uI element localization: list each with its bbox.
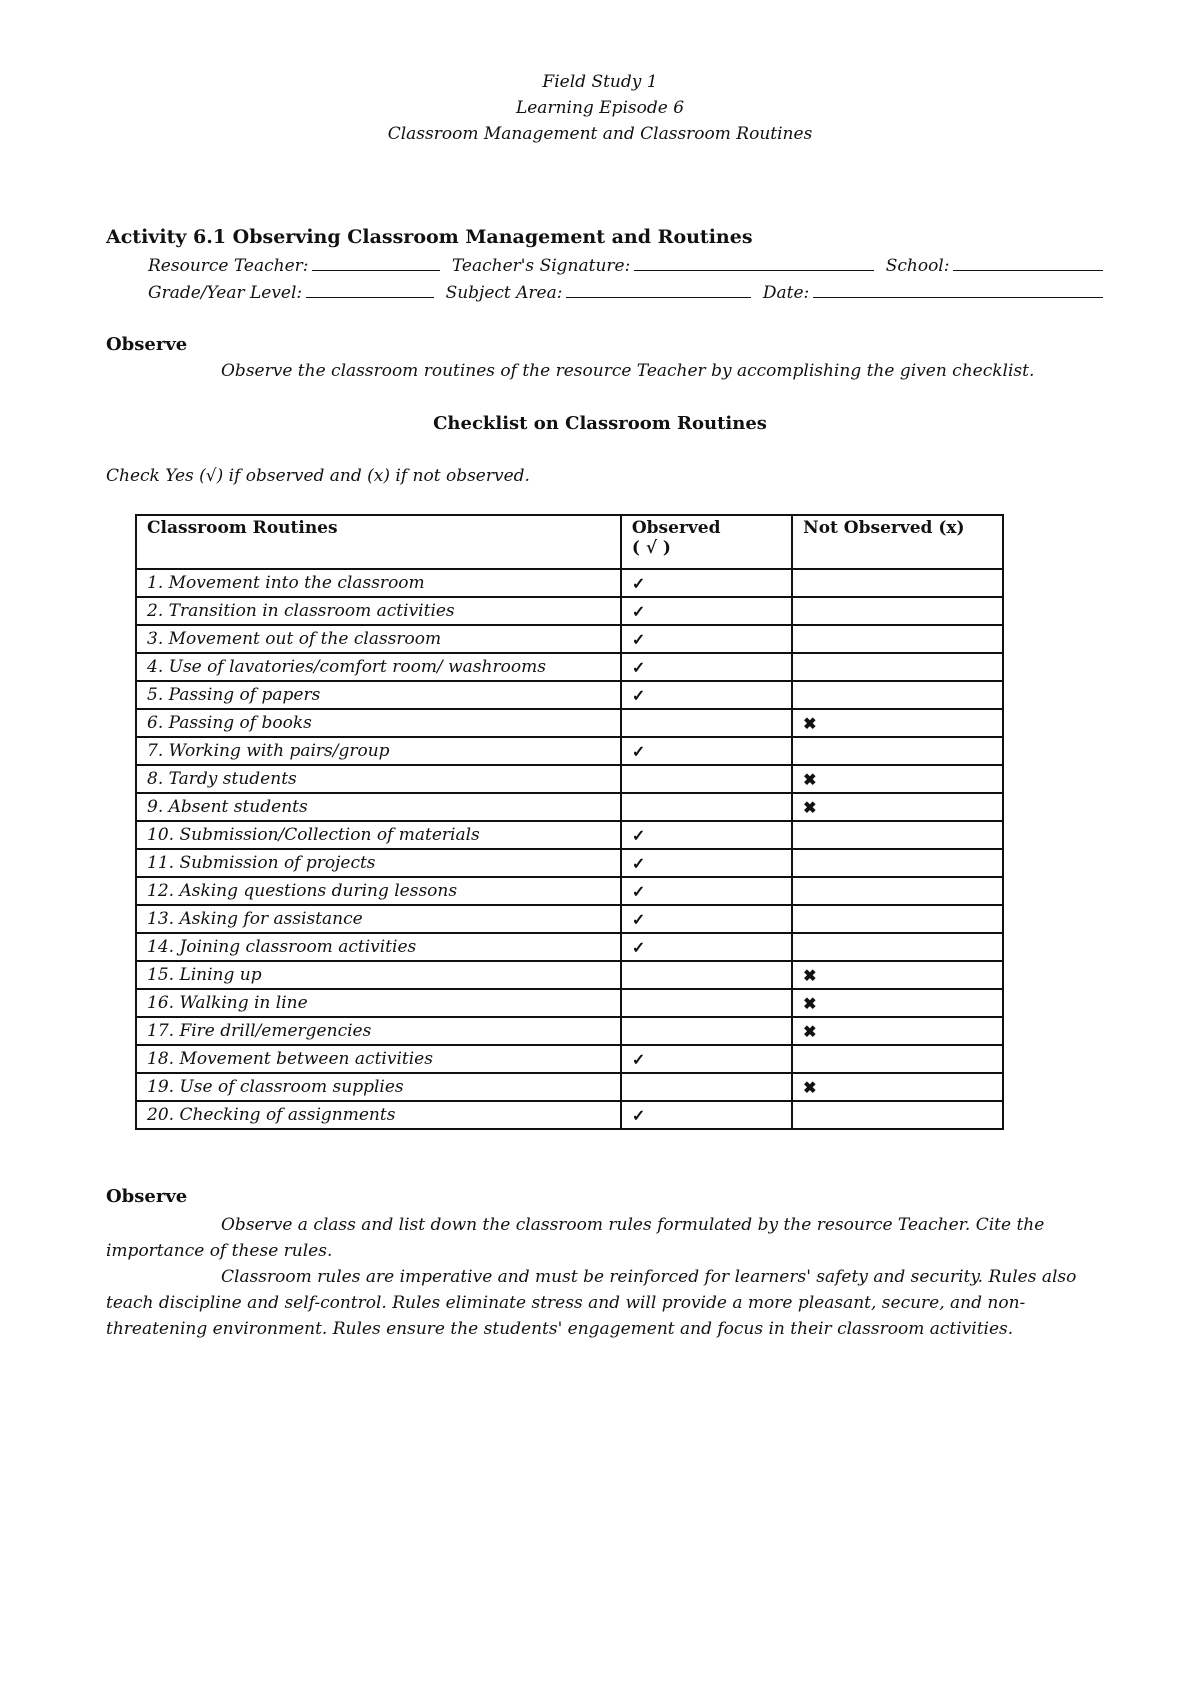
- table-row: [136, 653, 1003, 681]
- routine-cell: 3. Movement out of the classroom: [136, 625, 621, 653]
- observed-cell[interactable]: ✓: [621, 821, 792, 849]
- resource-teacher-field[interactable]: [312, 254, 440, 271]
- field-row-2: [148, 281, 1109, 303]
- field-row-1: [148, 254, 1109, 276]
- school-label: School:: [885, 256, 950, 276]
- school-field[interactable]: [953, 254, 1103, 271]
- table-header-row: [136, 515, 1003, 569]
- header-observed-label: Observed: [631, 518, 721, 538]
- routine-cell: 11. Submission of projects: [136, 849, 621, 877]
- observed-cell[interactable]: ✓: [621, 1045, 792, 1073]
- subject-field[interactable]: [566, 281, 751, 298]
- not-observed-cell[interactable]: [792, 625, 1003, 653]
- routine-cell: 4. Use of lavatories/comfort room/ washrooms: [136, 653, 621, 681]
- table-row: [136, 877, 1003, 905]
- checklist-table: [135, 514, 1004, 1130]
- checklist-instruction: Check Yes (√) if observed and (x) if not observed.: [106, 466, 530, 486]
- header-routines: Classroom Routines: [136, 515, 621, 569]
- table-row: [136, 849, 1003, 877]
- not-observed-cell[interactable]: ✖: [792, 1017, 1003, 1045]
- routine-cell: 12. Asking questions during lessons: [136, 877, 621, 905]
- observed-cell[interactable]: ✓: [621, 849, 792, 877]
- subject-label: Subject Area:: [445, 283, 563, 303]
- table-row: [136, 765, 1003, 793]
- grade-label: Grade/Year Level:: [148, 283, 303, 303]
- table-row: [136, 1073, 1003, 1101]
- observed-cell[interactable]: ✓: [621, 625, 792, 653]
- routine-cell: 5. Passing of papers: [136, 681, 621, 709]
- header-episode: Learning Episode 6: [515, 98, 685, 118]
- observed-cell[interactable]: ✓: [621, 933, 792, 961]
- routine-cell: 14. Joining classroom activities: [136, 933, 621, 961]
- routine-cell: 16. Walking in line: [136, 989, 621, 1017]
- table-row: [136, 905, 1003, 933]
- observed-cell[interactable]: ✓: [621, 681, 792, 709]
- not-observed-cell[interactable]: [792, 933, 1003, 961]
- table-row: [136, 597, 1003, 625]
- observe-para1-text: Observe a class and list down the classroom rules formulated by the resource Teacher. Cite the importance of these rules.: [106, 1215, 1045, 1261]
- observe-heading-2: Observe: [106, 1186, 188, 1207]
- table-row: [136, 737, 1003, 765]
- routine-cell: 18. Movement between activities: [136, 1045, 621, 1073]
- header-course: Field Study 1: [542, 72, 658, 92]
- not-observed-cell[interactable]: ✖: [792, 793, 1003, 821]
- table-row: [136, 989, 1003, 1017]
- routine-cell: 7. Working with pairs/group: [136, 737, 621, 765]
- table-row: [136, 1017, 1003, 1045]
- not-observed-cell[interactable]: ✖: [792, 961, 1003, 989]
- observed-cell[interactable]: [621, 793, 792, 821]
- header-topic: Classroom Management and Classroom Routines: [387, 124, 813, 144]
- table-row: [136, 625, 1003, 653]
- table-row: [136, 961, 1003, 989]
- not-observed-cell[interactable]: [792, 877, 1003, 905]
- header-observed-symbol: ( √ ): [631, 538, 671, 558]
- observe-para2-text: Classroom rules are imperative and must be reinforced for learners' safety and security. Rules also teach discipline and self-control. Rules eliminate stress and will provide a more pleasant, secure, and non-threatening environment. Rules ensure the students' engagement and focus in their classroom activities.: [106, 1267, 1077, 1339]
- table-row: [136, 821, 1003, 849]
- observed-cell[interactable]: [621, 1073, 792, 1101]
- observed-cell[interactable]: ✓: [621, 737, 792, 765]
- table-row: [136, 1045, 1003, 1073]
- observed-cell[interactable]: [621, 765, 792, 793]
- routine-cell: 6. Passing of books: [136, 709, 621, 737]
- not-observed-cell[interactable]: [792, 1045, 1003, 1073]
- not-observed-cell[interactable]: [792, 905, 1003, 933]
- routine-cell: 20. Checking of assignments: [136, 1101, 621, 1129]
- checklist-title: Checklist on Classroom Routines: [433, 413, 767, 434]
- not-observed-cell[interactable]: [792, 821, 1003, 849]
- observed-cell[interactable]: [621, 989, 792, 1017]
- not-observed-cell[interactable]: [792, 1101, 1003, 1129]
- observe-paragraph-2: [106, 1264, 1116, 1342]
- not-observed-cell[interactable]: [792, 653, 1003, 681]
- table-row: [136, 709, 1003, 737]
- observed-cell[interactable]: [621, 1017, 792, 1045]
- not-observed-cell[interactable]: [792, 737, 1003, 765]
- header-observed: [621, 515, 792, 569]
- routine-cell: 10. Submission/Collection of materials: [136, 821, 621, 849]
- grade-field[interactable]: [306, 281, 434, 298]
- routine-cell: 13. Asking for assistance: [136, 905, 621, 933]
- not-observed-cell[interactable]: ✖: [792, 765, 1003, 793]
- observed-cell[interactable]: [621, 961, 792, 989]
- routine-cell: 15. Lining up: [136, 961, 621, 989]
- routine-cell: 9. Absent students: [136, 793, 621, 821]
- routine-cell: 19. Use of classroom supplies: [136, 1073, 621, 1101]
- not-observed-cell[interactable]: ✖: [792, 989, 1003, 1017]
- activity-title: Activity 6.1 Observing Classroom Management and Routines: [106, 226, 753, 248]
- table-row: [136, 1101, 1003, 1129]
- routine-cell: 8. Tardy students: [136, 765, 621, 793]
- date-label: Date:: [762, 283, 810, 303]
- table-row: [136, 933, 1003, 961]
- resource-teacher-label: Resource Teacher:: [148, 256, 309, 276]
- not-observed-cell[interactable]: [792, 597, 1003, 625]
- observe-heading-1: Observe: [106, 334, 188, 355]
- not-observed-cell[interactable]: ✖: [792, 1073, 1003, 1101]
- observed-cell[interactable]: ✓: [621, 905, 792, 933]
- observed-cell[interactable]: ✓: [621, 653, 792, 681]
- table-row: [136, 569, 1003, 597]
- routine-cell: 17. Fire drill/emergencies: [136, 1017, 621, 1045]
- not-observed-cell[interactable]: [792, 681, 1003, 709]
- signature-field[interactable]: [634, 254, 874, 271]
- header-not-observed: Not Observed (x): [792, 515, 1003, 569]
- routine-cell: 2. Transition in classroom activities: [136, 597, 621, 625]
- table-row: [136, 681, 1003, 709]
- date-field[interactable]: [813, 281, 1103, 298]
- observed-cell[interactable]: ✓: [621, 877, 792, 905]
- observed-cell[interactable]: ✓: [621, 569, 792, 597]
- observed-cell[interactable]: ✓: [621, 597, 792, 625]
- routine-cell: 1. Movement into the classroom: [136, 569, 621, 597]
- observed-cell[interactable]: ✓: [621, 1101, 792, 1129]
- not-observed-cell[interactable]: [792, 849, 1003, 877]
- signature-label: Teacher's Signature:: [451, 256, 631, 276]
- observe-paragraph-1: [106, 1212, 1116, 1264]
- not-observed-cell[interactable]: ✖: [792, 709, 1003, 737]
- not-observed-cell[interactable]: [792, 569, 1003, 597]
- table-row: [136, 793, 1003, 821]
- observe-instruction-1: Observe the classroom routines of the resource Teacher by accomplishing the given checklist.: [221, 361, 1035, 381]
- observed-cell[interactable]: [621, 709, 792, 737]
